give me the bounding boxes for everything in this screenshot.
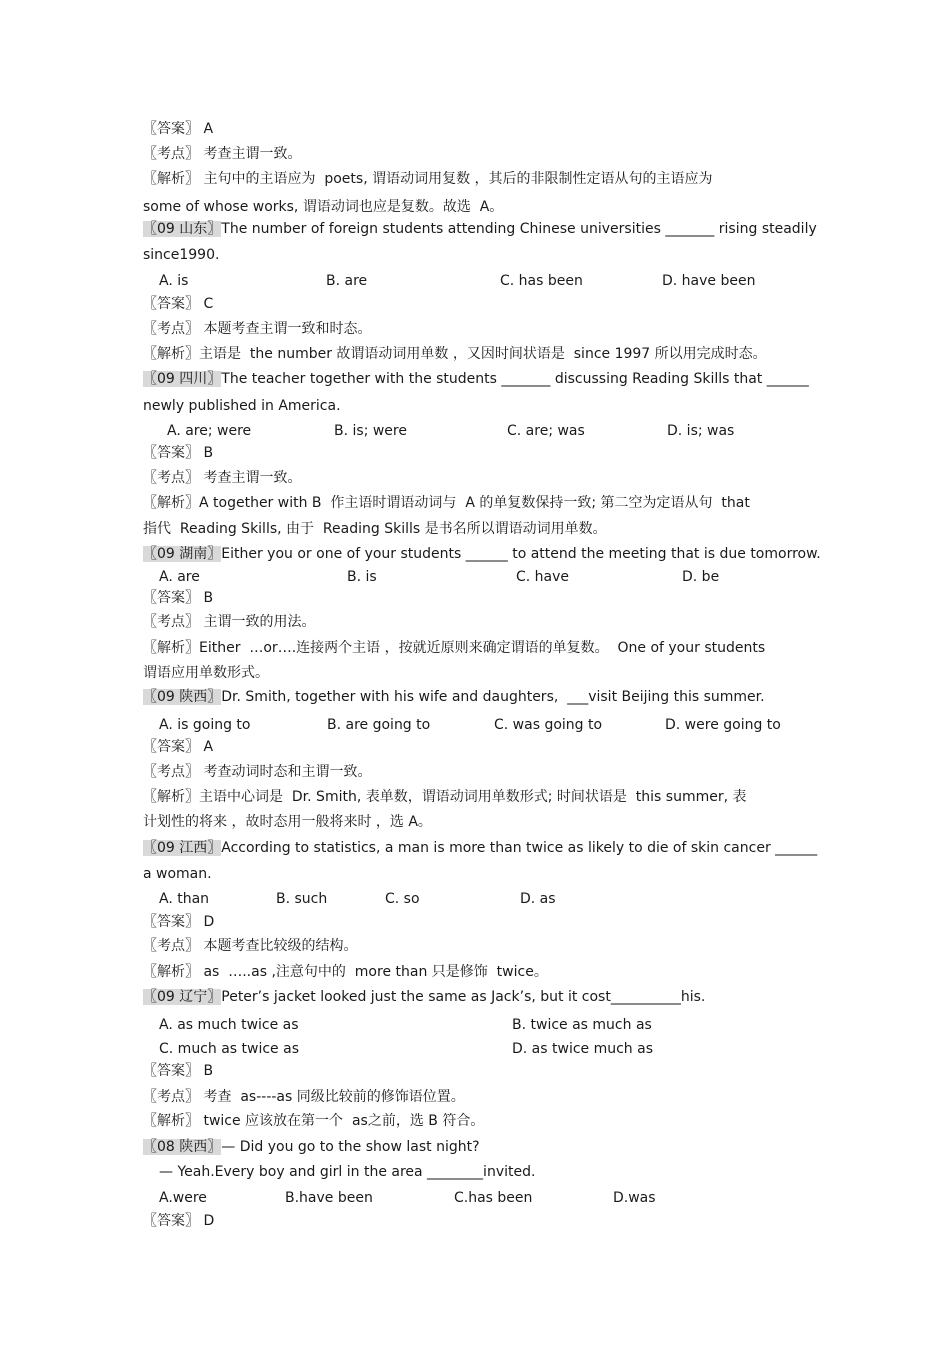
option-c: C. are; was [507, 423, 585, 439]
question-stem-text: The teacher together with the students _______ discussing Reading Skills that ______ [221, 371, 809, 387]
question-source-tag: 〖09 江西〗 [143, 840, 222, 856]
option-a: A. is [159, 273, 189, 289]
option-a: A. is going to [159, 717, 251, 733]
analysis-line: 〖解析〗主语是 the number 故谓语动词用单数 ，又因时间状语是 since 1997 所以用完成时态。 [143, 346, 767, 362]
answer-line: 〖答案〗 B [143, 445, 214, 461]
question-stem [143, 839, 817, 857]
question-source-tag: 〖09 湖南〗 [143, 546, 222, 562]
point-line: 〖考点〗 本题考查主谓一致和时态。 [143, 321, 372, 337]
answer-line: 〖答案〗 B [143, 590, 214, 606]
analysis-line: 指代 Reading Skills, 由于 Reading Skills 是书名所以谓语动词用单数。 [143, 521, 607, 537]
analysis-line: 〖解析〗 主句中的主语应为 poets, 谓语动词用复数 ，其后的非限制性定语从句的主语应为 [143, 171, 713, 187]
question-stem-continuation: newly published in America. [143, 398, 341, 414]
option-d: D. is; was [667, 423, 735, 439]
question-stem [143, 370, 809, 388]
option-a: A. as much twice as [159, 1017, 299, 1033]
option-c: C. was going to [494, 717, 603, 733]
answer-line: 〖答案〗 D [143, 1213, 215, 1229]
option-a: A. are [159, 569, 200, 585]
analysis-line: 谓语应用单数形式。 [143, 665, 269, 681]
question-stem-text: The number of foreign students attending Chinese universities _______ rising steadily [221, 221, 817, 237]
option-d: D. as twice much as [512, 1041, 653, 1057]
question-stem-continuation: since1990. [143, 247, 220, 263]
question-stem-text: Either you or one of your students ______ to attend the meeting that is due tomorrow. [221, 546, 821, 562]
option-b: B. are [326, 273, 368, 289]
point-line: 〖考点〗 考查主谓一致。 [143, 470, 302, 486]
option-b: B. such [276, 891, 328, 907]
question-source-tag: 〖09 陕西〗 [143, 689, 222, 705]
analysis-line: 〖解析〗Either …or….连接两个主语 ，按就近原则来确定谓语的单复数。 One of your students [143, 640, 766, 656]
option-c: C. has been [500, 273, 583, 289]
analysis-line: 计划性的将来 ，故时态用一般将来时 ，选 A。 [143, 814, 432, 830]
analysis-line: 〖解析〗主语中心词是 Dr. Smith, 表单数，谓语动词用单数形式; 时间状语是 this summer, 表 [143, 789, 747, 805]
point-line: 〖考点〗 主谓一致的用法。 [143, 614, 316, 630]
question-source-tag: 〖09 四川〗 [143, 371, 222, 387]
option-a: A. than [159, 891, 210, 907]
analysis-line: 〖解析〗 twice 应该放在第一个 as之前，选 B 符合。 [143, 1113, 485, 1129]
question-stem [143, 1138, 480, 1156]
analysis-line: 〖解析〗A together with B 作主语时谓语动词与 A 的单复数保持一致; 第二空为定语从句 that [143, 495, 750, 511]
option-b: B. is; were [334, 423, 407, 439]
question-stem-text: According to statistics, a man is more than twice as likely to die of skin cancer ______ [221, 840, 818, 856]
question-stem-text: Peter’s jacket looked just the same as Jack’s, but it cost__________his. [221, 989, 706, 1005]
option-c: C.has been [454, 1190, 533, 1206]
question-source-tag: 〖09 山东〗 [143, 221, 222, 237]
option-a: A.were [159, 1190, 207, 1206]
option-c: C. much as twice as [159, 1041, 299, 1057]
analysis-line: some of whose works, 谓语动词也应是复数。故选 A。 [143, 199, 504, 215]
answer-line: 〖答案〗 A [143, 121, 214, 137]
option-d: D. were going to [665, 717, 781, 733]
question-source-tag: 〖09 辽宁〗 [143, 989, 222, 1005]
question-stem-text: Dr. Smith, together with his wife and daughters, ___visit Beijing this summer. [221, 689, 765, 705]
option-a: A. are; were [167, 423, 252, 439]
option-b: B. is [347, 569, 377, 585]
question-source-tag: 〖08 陕西〗 [143, 1139, 222, 1155]
point-line: 〖考点〗 考查动词时态和主谓一致。 [143, 764, 372, 780]
option-d: D. have been [662, 273, 756, 289]
point-line: 〖考点〗 考查 as----as 同级比较前的修饰语位置。 [143, 1089, 465, 1105]
point-line: 〖考点〗 本题考查比较级的结构。 [143, 938, 358, 954]
option-d: D. as [520, 891, 556, 907]
answer-line: 〖答案〗 C [143, 296, 214, 312]
point-line: 〖考点〗 考查主谓一致。 [143, 146, 302, 162]
analysis-line: 〖解析〗 as …..as ,注意句中的 more than 只是修饰 twice。 [143, 964, 548, 980]
answer-line: 〖答案〗 B [143, 1063, 214, 1079]
option-d: D.was [613, 1190, 656, 1206]
option-b: B. twice as much as [512, 1017, 652, 1033]
question-stem-text: — Did you go to the show last night? [221, 1139, 480, 1155]
question-stem [143, 545, 821, 563]
option-d: D. be [682, 569, 720, 585]
option-c: C. so [385, 891, 420, 907]
question-stem [143, 220, 817, 238]
question-stem-continuation: — Yeah.Every boy and girl in the area ________invited. [159, 1164, 536, 1180]
option-c: C. have [516, 569, 570, 585]
answer-line: 〖答案〗 A [143, 739, 214, 755]
option-b: B.have been [285, 1190, 373, 1206]
question-stem [143, 688, 765, 706]
question-stem [143, 988, 705, 1006]
answer-line: 〖答案〗 D [143, 914, 215, 930]
option-b: B. are going to [327, 717, 431, 733]
question-stem-continuation: a woman. [143, 866, 212, 882]
